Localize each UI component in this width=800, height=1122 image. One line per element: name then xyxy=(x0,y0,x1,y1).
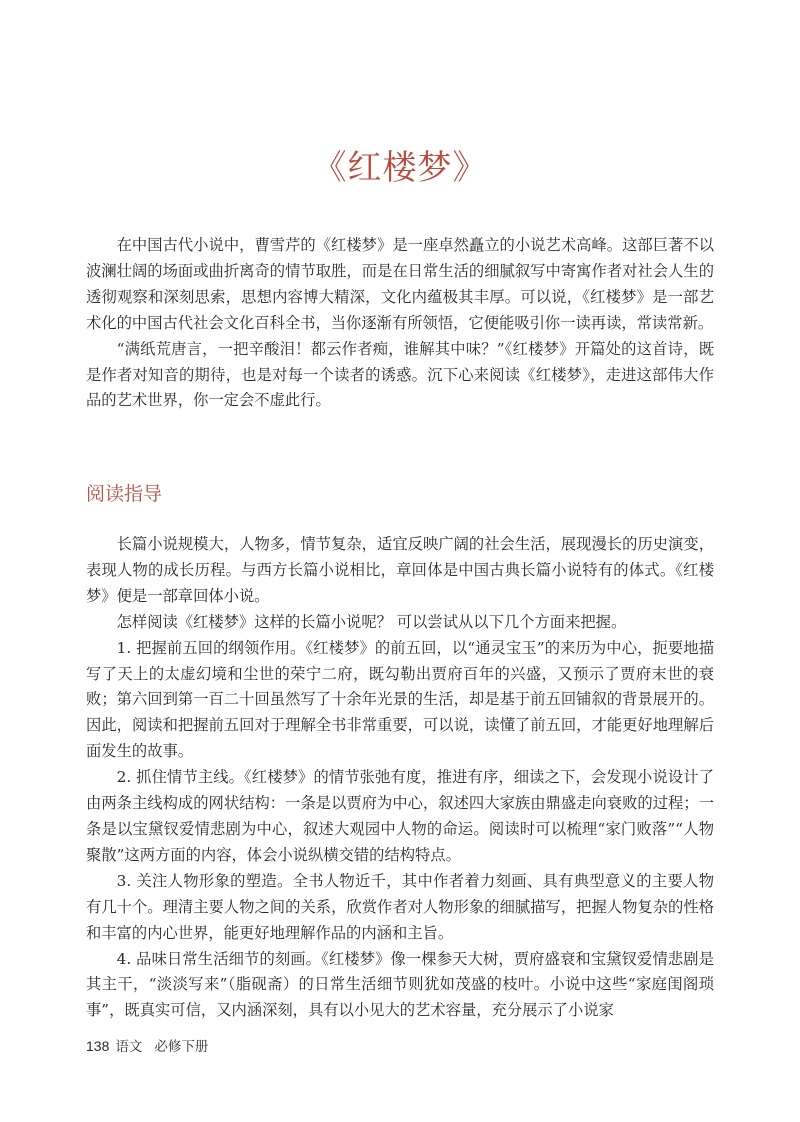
section-heading: 阅读指导 xyxy=(86,483,163,505)
intro-paragraph: 在中国古代小说中，曹雪芹的《红楼梦》是一座卓然矗立的小说艺术高峰。这部巨著不以波澜壮阔的场面或曲折离奇的情节取胜，而是在日常生活的细腻叙写中寄寓作者对社会人生的透彻观察和深刻思索，思想内容博大精深，文化内蕴极其丰厚。可以说，《红楼梦》是一部艺术化的中国古代社会文化百科全书，当你逐渐有所领悟，它便能吸引你一读再读，常读常新。 xyxy=(86,236,714,332)
reading-guide-section xyxy=(86,532,714,1024)
body-paragraph: 1. 把握前五回的纲领作用。《红楼梦》的前五回，以“通灵宝玉”的来历为中心，扼要地描写了天上的太虚幻境和尘世的荣宁二府，既勾勒出贾府百年的兴盛，又预示了贾府末世的衰败；第六回到第一百二十回虽然写了十余年光景的生活，却是基于前五回铺叙的背景展开的。因此，阅读和把握前五回对于理解全书非常重要，可以说，读懂了前五回，才能更好地理解后面发生的故事。 xyxy=(86,638,714,761)
footer-subject: 语文 xyxy=(115,1039,143,1055)
intro-section xyxy=(86,233,714,414)
body-paragraph: 怎样阅读《红楼梦》这样的长篇小说呢？ 可以尝试从以下几个方面来把握。 xyxy=(116,612,627,631)
intro-paragraph: “满纸荒唐言，一把辛酸泪！都云作者痴，谁解其中味？”《红楼梦》开篇处的这首诗，既是作者对知音的期待，也是对每一个读者的诱惑。沉下心来阅读《红楼梦》，走进这部伟大作品的艺术世界，你一定会不虚此行。 xyxy=(86,339,714,410)
footer-volume: 必修下册 xyxy=(154,1039,209,1055)
page-number: 138 xyxy=(86,1038,110,1054)
body-paragraph: 3. 关注人物形象的塑造。全书人物近千，其中作者着力刻画、具有典型意义的主要人物有几十个。理清主要人物之间的关系，欣赏作者对人物形象的细腻描写，把握人物复杂的性格和丰富的内心世界，能更好地理解作品的内涵和主旨。 xyxy=(86,871,714,942)
body-paragraph: 长篇小说规模大，人物多，情节复杂，适宜反映广阔的社会生活，展现漫长的历史演变，表现人物的成长历程。与西方长篇小说相比，章回体是中国古典长篇小说特有的体式。《红楼梦》便是一部章回体小说。 xyxy=(86,535,714,605)
body-paragraph: 2. 抓住情节主线。《红楼梦》的情节张弛有度，推进有序，细读之下，会发现小说设计了由两条主线构成的网状结构：一条是以贾府为中心，叙述四大家族由鼎盛走向衰败的过程；一条是以宝黛钗爱情悲剧为中心，叙述大观园中人物的命运。阅读时可以梳理“家门败落”“人物聚散”这两方面的内容，体会小说纵横交错的结构特点。 xyxy=(86,768,714,864)
page-title: 《红楼梦》 xyxy=(312,148,488,188)
page-footer xyxy=(86,1037,208,1056)
body-paragraph: 4. 品味日常生活细节的刻画。《红楼梦》像一棵参天大树，贾府盛衰和宝黛钗爱情悲剧是其主干，“淡淡写来”（脂砚斋）的日常生活细节则犹如茂盛的枝叶。小说中这些“家庭闺阁琐事”，既真实可信，又内涵深刻，具有以小见大的艺术容量，充分展示了小说家 xyxy=(86,949,714,1020)
